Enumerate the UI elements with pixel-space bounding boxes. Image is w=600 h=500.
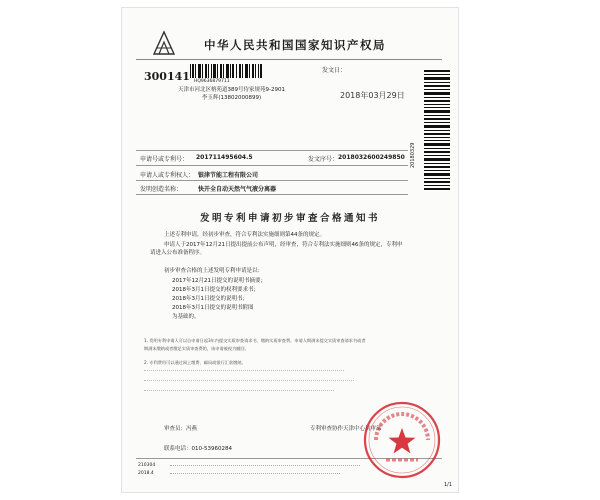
office-name: 中华人民共和国国家知识产权局: [204, 38, 386, 52]
fine-print-rule: [144, 380, 354, 381]
field-label-applicant: 申请人或专利权人：: [140, 172, 195, 179]
note-line: 期满未缴纳或者缴足实质审查费的，该申请被视为撤回。: [144, 346, 249, 351]
examiner: 审查员：冯燕: [164, 426, 198, 432]
body-list-item: 2018年3月1日提交的说明书附图: [172, 305, 254, 311]
form-date: 2018.4: [138, 471, 154, 476]
field-divider-top: [136, 150, 408, 151]
body-paragraph: 上述专利申请，经初步审查，符合专利法实施细则第44条的规定。: [164, 232, 326, 238]
sent-date: 2018年03月29日: [340, 91, 405, 100]
field-value-serial-number: 2018032600249850: [338, 154, 405, 161]
side-barcode-icon: [424, 70, 450, 190]
header-divider: [136, 59, 442, 60]
body-list-item: 2018年3月1日提交的说明书；: [172, 296, 248, 302]
body-paragraph: 初步审查合格的上述发明专利申请是以：: [164, 268, 264, 274]
notice-document: [122, 8, 458, 492]
barcode-icon: [190, 64, 262, 78]
body-list-item: 2018年3月1日提交的权利要求书；: [172, 287, 259, 293]
field-value-applicant: 银津节能工程有限公司: [198, 172, 259, 179]
barcode-number: HQ9636879711: [194, 79, 230, 84]
note-line: 1. 发明专利申请人可以自申请日起3年内提交实质审查请求书、缴纳实质审查费。申请人期满未提交实质审查请求书或者: [144, 338, 366, 343]
fine-print-rule: [144, 390, 334, 391]
recipient-address: 天津市河北区榕苑道389号侍家规苑9-2901: [178, 87, 285, 93]
contact-phone: 联系电话：010-53960284: [164, 446, 232, 452]
field-label-application-number: 申请号或专利号：: [140, 156, 189, 163]
recipient-name: 李玉辉(13802000899): [201, 95, 262, 101]
body-list-item: 2017年12月21日提交的说明书摘要；: [172, 278, 266, 284]
body-paragraph: 申请人于2017年12月21日提出提前公布声明，经审查，符合专利法实施细则46条的规定，专利申: [164, 242, 403, 248]
field-label-invention-title: 发明创造名称：: [140, 186, 183, 193]
fine-print-rule: [170, 473, 340, 474]
field-divider-2: [136, 180, 408, 181]
body-paragraph: 为基础的。: [172, 314, 200, 320]
office-logo-icon: [152, 30, 176, 56]
postcode: 300141: [144, 70, 190, 83]
sent-date-label: 发文日：: [322, 67, 347, 74]
field-divider-1: [136, 165, 408, 166]
fine-print-rule: [144, 370, 344, 371]
official-seal-icon: [362, 400, 442, 480]
recipient-block: [178, 86, 285, 102]
page-number: 1/1: [444, 482, 453, 488]
note-line: 2. 专利费用可以通过网上缴费、邮局或银行汇款缴纳。: [144, 360, 246, 365]
field-value-application-number: 201711495604.5: [196, 154, 253, 161]
form-code: 210304: [138, 463, 156, 468]
fine-print-rule: [170, 465, 360, 466]
field-value-invention-title: 快开全自动天然气气液分离器: [198, 186, 277, 193]
field-label-serial-number: 发文序号：: [308, 156, 339, 163]
side-vertical-number: 20180329: [410, 142, 416, 168]
field-divider-bottom: [136, 194, 408, 195]
examination-department: 专利审查协作天津中心初审部: [310, 426, 382, 432]
body-paragraph: 请进入公布准备程序。: [150, 250, 206, 256]
notice-title: 发明专利申请初步审查合格通知书: [199, 213, 380, 224]
